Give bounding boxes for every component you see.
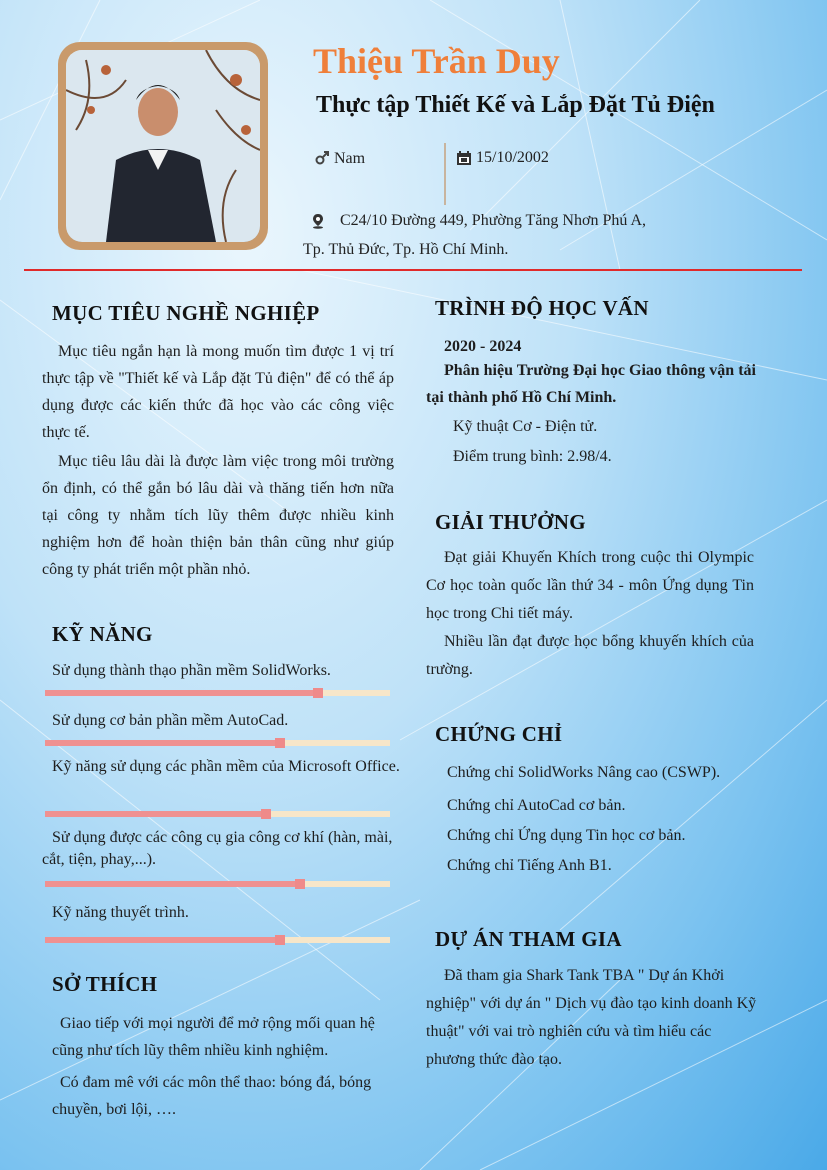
skill-bar-knob (275, 935, 285, 945)
gender-value: Nam (334, 150, 366, 167)
address-line-2: Tp. Thủ Đức, Tp. Hồ Chí Minh. (303, 241, 509, 258)
job-title: Thực tập Thiết Kế và Lắp Đặt Tủ Điện (316, 92, 715, 118)
skill-bar-3 (45, 811, 390, 817)
education-gpa: Điểm trung bình: 2.98/4. (453, 448, 612, 465)
address-row (310, 212, 646, 230)
education-school: Phân hiệu Trường Đại học Giao thông vận tải tại thành phố Hồ Chí Minh. (426, 362, 756, 406)
skill-label-3: Kỹ năng sử dụng các phần mềm của Microsoft Office. (52, 758, 400, 775)
skill-label-5: Kỹ năng thuyết trình. (52, 904, 189, 921)
certificate-item-3: Chứng chỉ Ứng dụng Tin học cơ bản. (447, 827, 686, 844)
hobbies-paragraph-1: Giao tiếp với mọi người để mở rộng mối quan hệ cũng như tích lũy thêm nhiều kinh nghiệm. (52, 1015, 375, 1059)
person-photo-illustration (66, 50, 260, 242)
birthday-value: 15/10/2002 (476, 149, 549, 166)
education-years: 2020 - 2024 (444, 338, 522, 355)
skill-bar-fill-2 (45, 740, 280, 746)
skill-bar-knob (261, 809, 271, 819)
awards-paragraph-1: Đạt giải Khuyến Khích trong cuộc thi Olympic Cơ học toàn quốc lần thứ 34 - môn Ứng dụng Tin học trong Chi tiết máy. (426, 549, 754, 622)
objective-paragraph-2: Mục tiêu lâu dài là được làm việc trong môi trường ổn định, có thể gắn bó lâu dài và thăng tiến hơn nữa tại công ty nhằm tích lũy thêm được nhiều kinh nghiệm hơn để hoàn thiện bản thân cũng như giúp công ty phát triển một phần nhỏ. (42, 453, 394, 578)
certificate-item-4: Chứng chỉ Tiếng Anh B1. (447, 857, 612, 874)
birthday-row (456, 149, 549, 167)
certificate-item-2: Chứng chỉ AutoCad cơ bản. (447, 797, 626, 814)
skill-label-4: Sử dụng được các công cụ gia công cơ khí (hàn, mài, cắt, tiện, phay,...). (42, 829, 393, 868)
skill-bar-fill-1 (45, 690, 318, 696)
skill-bar-1 (45, 690, 390, 696)
certificates-heading: CHỨNG CHỈ (435, 722, 563, 746)
objective-heading: MỤC TIÊU NGHỀ NGHIỆP (52, 301, 320, 325)
header-divider (24, 269, 802, 271)
calendar-icon (456, 150, 472, 166)
profile-photo (66, 50, 260, 242)
skill-bar-5 (45, 937, 390, 943)
skill-bar-fill-5 (45, 937, 280, 943)
education-heading: TRÌNH ĐỘ HỌC VẤN (435, 296, 649, 320)
gender-row (314, 150, 365, 168)
address-line-1: C24/10 Đường 449, Phường Tăng Nhơn Phú A, (340, 212, 647, 229)
skill-label-2: Sử dụng cơ bản phần mềm AutoCad. (52, 712, 289, 729)
skill-label-1: Sử dụng thành thạo phần mềm SolidWorks. (52, 662, 331, 679)
hobbies-heading: SỞ THÍCH (52, 972, 158, 996)
profile-photo-frame (58, 42, 268, 250)
skill-bar-knob (295, 879, 305, 889)
skills-heading: KỸ NĂNG (52, 622, 153, 646)
hobbies-paragraph-2: Có đam mê với các môn thể thao: bóng đá, bóng chuyền, bơi lội, …. (52, 1074, 372, 1118)
skill-bar-fill-3 (45, 811, 266, 817)
info-divider (444, 143, 446, 205)
certificate-item-1: Chứng chỉ SolidWorks Nâng cao (CSWP). (447, 764, 721, 781)
projects-heading: DỰ ÁN THAM GIA (435, 927, 622, 951)
gender-icon (314, 151, 330, 167)
skill-bar-fill-4 (45, 881, 300, 887)
awards-paragraph-2: Nhiều lần đạt được học bổng khuyến khích của trường. (426, 633, 754, 678)
skill-bar-knob (275, 738, 285, 748)
location-pin-icon (310, 213, 326, 229)
projects-paragraph: Đã tham gia Shark Tank TBA " Dự án Khởi nghiệp" với dự án " Dịch vụ đào tạo kinh doanh Kỹ thuật" với vai trò nghiên cứu và tìm hiểu các phương thức đào tạo. (426, 967, 757, 1068)
skill-bar-knob (313, 688, 323, 698)
awards-heading: GIẢI THƯỞNG (435, 510, 586, 534)
education-major: Kỹ thuật Cơ - Điện tử. (453, 418, 598, 435)
objective-paragraph-1: Mục tiêu ngắn hạn là mong muốn tìm được 1 vị trí thực tập về "Thiết kế và Lắp đặt Tủ điện" để có thể áp dụng được các kiến thức đã học vào các công việc thực tế. (42, 343, 394, 441)
candidate-name: Thiệu Trần Duy (313, 41, 560, 81)
skill-bar-2 (45, 740, 390, 746)
skill-bar-4 (45, 881, 390, 887)
